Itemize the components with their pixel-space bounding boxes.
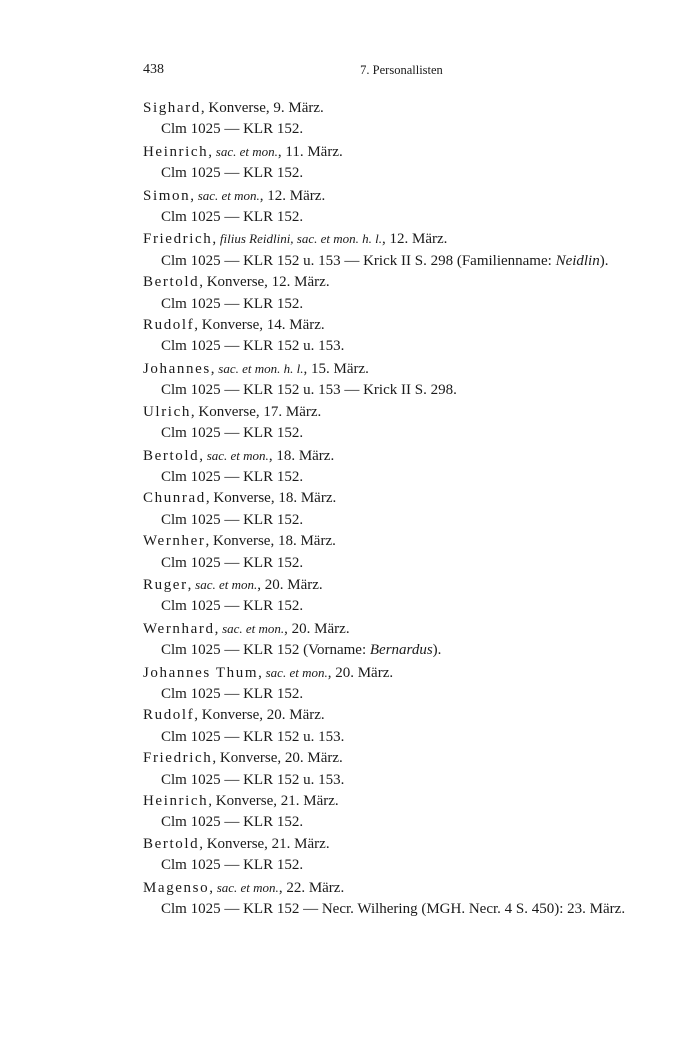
entry-heading (143, 834, 661, 855)
entry-heading (143, 705, 661, 726)
source-references (143, 596, 661, 617)
name-separator: , (212, 231, 217, 248)
entry-date: , 12. März. (382, 231, 448, 248)
name-separator: , (212, 750, 217, 767)
entry-heading (143, 445, 661, 467)
entry-date: Konverse, 12. März. (202, 274, 330, 291)
reference-text: Clm 1025 — KLR 152 u. 153 — Krick II S. 298. (161, 382, 457, 399)
person-entry (143, 748, 661, 791)
person-entry (143, 662, 661, 706)
reference-text: Clm 1025 — KLR 152. (161, 209, 304, 226)
status-note: sac. et mon. (195, 576, 258, 592)
person-entry (143, 574, 661, 618)
source-references (143, 163, 661, 184)
name-separator: , (187, 576, 192, 593)
entry-heading (143, 141, 661, 163)
person-name: Magenso (143, 879, 210, 896)
reference-text: Clm 1025 — KLR 152. (161, 511, 304, 528)
entry-heading (143, 272, 661, 293)
entry-date: Konverse, 21. März. (212, 793, 339, 809)
entry-heading (143, 662, 661, 684)
person-entry (143, 618, 661, 662)
entry-heading (143, 574, 661, 596)
entry-date: Konverse, 20. März. (198, 707, 325, 724)
source-references (143, 640, 661, 661)
status-note: sac. et mon. (265, 664, 328, 680)
person-entry (143, 705, 661, 748)
source-references (143, 294, 661, 315)
reference-text: Clm 1025 — KLR 152 u. 153 — Krick II S. 298 (Familienname: (161, 252, 552, 269)
entry-date: , 15. März. (303, 360, 369, 377)
reference-italic: Bernardus (369, 642, 433, 659)
person-entry (143, 488, 661, 531)
person-name: Heinrich (143, 143, 209, 160)
reference-tail: ). (599, 252, 609, 269)
person-entry (143, 402, 661, 445)
reference-text: Clm 1025 — KLR 152 — Necr. Wilhering (MGH. Necr. 4 S. 450): 23. März. (161, 901, 626, 918)
source-references (143, 207, 661, 228)
source-references (143, 510, 661, 531)
person-entry (143, 315, 661, 358)
page-number: 438 (143, 62, 164, 77)
name-separator: , (200, 100, 205, 116)
person-name: Johannes (143, 360, 211, 377)
source-references (143, 119, 661, 140)
source-references (143, 899, 661, 920)
status-note: sac. et mon. (215, 143, 278, 159)
person-name: Bertold (143, 447, 200, 464)
reference-text: Clm 1025 — KLR 152 (Vorname: (161, 642, 367, 659)
entry-heading (143, 402, 661, 423)
person-name: Simon (143, 187, 191, 204)
person-entry (143, 445, 661, 489)
person-entry (143, 791, 661, 834)
source-references (143, 251, 661, 272)
person-entry (143, 185, 661, 229)
source-references (143, 855, 661, 876)
entry-heading (143, 98, 661, 119)
source-references (143, 423, 661, 444)
reference-text: Clm 1025 — KLR 152. (161, 814, 304, 831)
person-name: Ulrich (143, 403, 191, 420)
reference-text: Clm 1025 — KLR 152. (161, 165, 304, 182)
entry-date: Konverse, 17. März. (194, 403, 322, 420)
entry-heading (143, 228, 661, 250)
person-name: Johannes Thum (143, 664, 259, 681)
person-name: Friedrich (143, 750, 213, 767)
entry-heading (143, 748, 661, 769)
name-separator: , (190, 187, 194, 204)
person-name: Ruger (143, 576, 188, 593)
reference-text: Clm 1025 — KLR 152. (161, 857, 304, 874)
entry-date: , 18. März. (268, 447, 335, 464)
name-separator: , (199, 274, 203, 291)
entry-heading (143, 358, 661, 380)
name-separator: , (258, 664, 262, 681)
entry-date: Konverse, 9. März. (204, 100, 324, 116)
entry-heading (143, 618, 661, 640)
entry-heading (143, 185, 661, 207)
name-separator: , (205, 533, 210, 550)
reference-text: Clm 1025 — KLR 152. (161, 425, 304, 442)
source-references (143, 553, 661, 574)
name-separator: , (214, 620, 219, 637)
status-note: sac. et mon. (216, 879, 279, 895)
reference-text: Clm 1025 — KLR 152. (161, 554, 304, 571)
person-list (143, 98, 661, 920)
status-note: filius Reidlini, sac. et mon. h. l. (219, 231, 383, 247)
entry-date: , 11. März. (277, 143, 343, 160)
entry-date: , 20. März. (257, 576, 323, 593)
source-references (143, 467, 661, 488)
person-entry (143, 358, 661, 402)
entry-date: Konverse, 18. März. (209, 533, 336, 550)
person-name: Bertold (143, 835, 200, 852)
name-separator: , (208, 793, 213, 809)
person-entry (143, 272, 661, 315)
name-separator: , (205, 490, 210, 507)
reference-text: Clm 1025 — KLR 152. (161, 598, 304, 615)
source-references (143, 727, 661, 748)
entry-date: , 20. März. (284, 620, 350, 637)
reference-text: Clm 1025 — KLR 152. (161, 295, 304, 312)
entry-heading (143, 877, 661, 899)
entry-date: Konverse, 14. März. (198, 317, 325, 334)
reference-text: Clm 1025 — KLR 152. (161, 468, 304, 485)
status-note: sac. et mon. (197, 187, 260, 203)
status-note: sac. et mon. h. l. (218, 360, 304, 376)
source-references (143, 684, 661, 705)
person-name: Rudolf (143, 707, 195, 724)
entry-date: , 12. März. (259, 187, 326, 204)
entry-heading (143, 531, 661, 552)
entry-heading (143, 315, 661, 336)
name-separator: , (208, 143, 213, 160)
person-entry (143, 98, 661, 141)
reference-text: Clm 1025 — KLR 152. (161, 685, 304, 702)
person-name: Sighard (143, 100, 201, 116)
page-header (143, 62, 660, 82)
entry-date: Konverse, 20. März. (216, 750, 343, 767)
reference-text: Clm 1025 — KLR 152 u. 153. (161, 338, 345, 355)
reference-text: Clm 1025 — KLR 152 u. 153. (161, 771, 345, 788)
name-separator: , (209, 879, 213, 896)
person-entry (143, 877, 661, 921)
entry-date: Konverse, 21. März. (202, 835, 330, 852)
name-separator: , (194, 707, 199, 724)
reference-tail: ). (432, 642, 442, 659)
person-name: Wernher (143, 533, 206, 550)
person-name: Friedrich (143, 231, 213, 248)
person-name: Chunrad (143, 490, 206, 507)
person-entry (143, 834, 661, 877)
reference-text: Clm 1025 — KLR 152. (161, 121, 304, 138)
source-references (143, 812, 661, 833)
name-separator: , (199, 835, 203, 852)
source-references (143, 770, 661, 791)
name-separator: , (194, 317, 199, 334)
entry-date: Konverse, 18. März. (209, 490, 337, 507)
entry-date: , 22. März. (278, 879, 345, 896)
reference-italic: Neidlin (555, 252, 600, 269)
person-name: Bertold (143, 274, 200, 291)
source-references (143, 380, 661, 401)
person-name: Heinrich (143, 793, 209, 809)
name-separator: , (190, 403, 195, 420)
entry-date: , 20. März. (327, 664, 394, 681)
source-references (143, 336, 661, 357)
entry-heading (143, 791, 661, 812)
person-entry (143, 531, 661, 574)
status-note: sac. et mon. (206, 447, 269, 463)
entry-heading (143, 488, 661, 509)
person-name: Wernhard (143, 620, 215, 637)
status-note: sac. et mon. (222, 620, 285, 636)
name-separator: , (210, 360, 215, 377)
running-title: 7. Personallisten (360, 63, 443, 77)
person-entry (143, 141, 661, 185)
person-entry (143, 228, 661, 272)
person-name: Rudolf (143, 317, 195, 334)
name-separator: , (199, 447, 203, 464)
reference-text: Clm 1025 — KLR 152 u. 153. (161, 728, 345, 745)
